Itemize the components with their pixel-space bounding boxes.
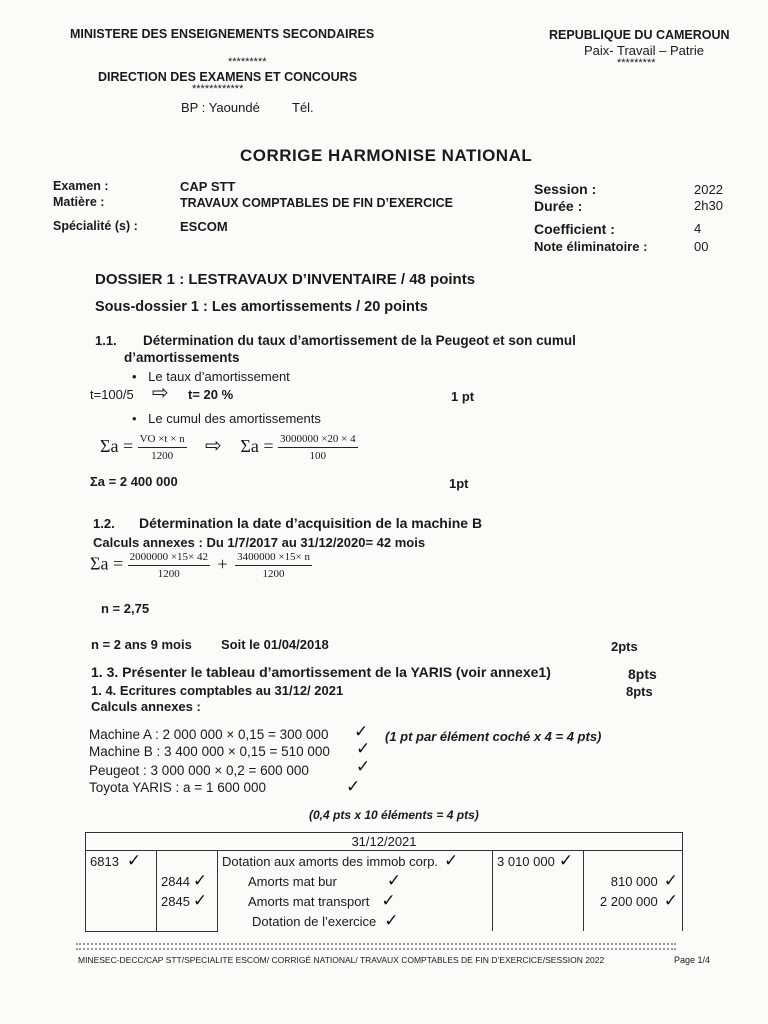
table-row — [86, 911, 683, 931]
sigma-a: Σa = — [240, 436, 274, 456]
q11-points-2: 1pt — [449, 476, 469, 491]
entry-label — [218, 851, 493, 872]
calc-annexes-label: Calculs annexes : — [91, 699, 201, 714]
debit-account-number: 6813 — [90, 854, 119, 869]
entry-label-text: Dotation de l’exercice — [252, 914, 377, 929]
q12-number: 1.2. — [93, 516, 115, 531]
checkmark-icon: ✓ — [663, 891, 678, 911]
bullet-taux-text: Le taux d’amortissement — [148, 369, 290, 384]
bp-address: BP : Yaoundé — [181, 100, 260, 115]
q14-points: 8pts — [626, 684, 653, 699]
checkmark-icon: ✓ — [356, 757, 371, 777]
page-number: Page 1/4 — [674, 955, 711, 965]
session-label: Session : — [534, 181, 597, 197]
n-value-1: n = 2,75 — [101, 601, 150, 616]
sigma-a: Σa = — [100, 436, 134, 456]
q13-text: 1. 3. Présenter le tableau d’amortissement de la YARIS (voir annexe1) — [91, 664, 551, 680]
q13-points: 8pts — [628, 666, 657, 682]
ministry-title: MINISTERE DES ENSEIGNEMENTS SECONDAIRES — [70, 27, 375, 41]
fraction-4-num: 3400000 ×15× n — [235, 551, 312, 566]
page-title: CORRIGE HARMONISE NATIONAL — [240, 146, 533, 165]
entry-label — [218, 911, 493, 931]
checkmark-icon: ✓ — [192, 871, 208, 891]
duree-value: 2h30 — [694, 198, 723, 213]
sigma-a: Σa = — [90, 553, 124, 574]
checkmark-icon: ✓ — [663, 871, 678, 891]
fraction-1-den: 1200 — [151, 450, 174, 463]
checkmark-icon: ✓ — [558, 851, 574, 871]
entry-label-text: Amorts mat transport — [248, 894, 370, 909]
q12-calc: Calculs annexes : Du 1/7/2017 au 31/12/2020= 42 mois — [93, 535, 426, 550]
duree-label: Durée : — [534, 198, 583, 214]
footer-text: MINESEC-DECC/CAP STT/SPECIALITE ESCOM/ CORRIGÉ NATIONAL/ TRAVAUX COMPTABLES DE FIN D’EXERCICE/SESSION 2022 — [78, 955, 605, 965]
q11-points-1: 1 pt — [451, 389, 475, 404]
credit-amount-text: 810 000 — [610, 874, 658, 889]
fraction-2-num: 3000000 ×20 × 4 — [278, 433, 358, 448]
examen-label: Examen : — [53, 179, 109, 193]
checkmark-icon: ✓ — [346, 777, 361, 797]
specialite-label: Spécialité (s) : — [53, 219, 138, 233]
session-value: 2022 — [694, 182, 723, 197]
note-table: (0,4 pts x 10 éléments = 4 pts) — [309, 808, 479, 822]
matiere-label: Matière : — [53, 195, 105, 209]
q14-text: 1. 4. Ecritures comptables au 31/12/ 2021 — [91, 683, 344, 698]
soit-date: Soit le 01/04/2018 — [221, 637, 329, 652]
debit-amount — [493, 891, 584, 911]
dossier-1-heading: DOSSIER 1 : LESTRAVAUX D’INVENTAIRE / 48 points — [95, 271, 476, 288]
machine-a-line: Machine A : 2 000 000 × 0,15 = 300 000 — [89, 727, 329, 742]
q11-title-line1: Détermination du taux d’amortissement de la Peugeot et son cumul — [143, 333, 576, 348]
q11-result: Σa = 2 400 000 — [90, 474, 178, 489]
debit-account — [86, 851, 157, 872]
entry-label — [218, 891, 493, 911]
credit-amount — [584, 851, 683, 872]
table-row — [86, 851, 683, 872]
checkmark-icon: ✓ — [381, 891, 396, 911]
debit-account — [86, 911, 157, 931]
tel-label: Tél. — [292, 100, 314, 115]
t-formula: t=100/5 — [90, 387, 134, 402]
sigma-formula-2 — [90, 551, 312, 580]
machine-b-line: Machine B : 3 400 000 × 0,15 = 510 000 — [89, 744, 330, 759]
footer-divider — [76, 948, 676, 950]
fraction-4-den: 1200 — [262, 568, 285, 580]
fraction-1 — [138, 433, 187, 462]
credit-amount — [584, 891, 683, 911]
stars-2: ************ — [192, 83, 244, 95]
credit-account — [157, 851, 218, 872]
debit-account — [86, 871, 157, 891]
credit-account — [157, 891, 218, 911]
fraction-3-num: 2000000 ×15× 42 — [128, 551, 210, 566]
credit-account — [157, 871, 218, 891]
sous-dossier-1-heading: Sous-dossier 1 : Les amortissements / 20 points — [95, 299, 428, 315]
entry-label-text: Dotation aux amorts des immob corp. — [222, 854, 439, 869]
sigma-formula-1 — [100, 433, 358, 462]
credit-account-number: 2845 — [161, 894, 190, 909]
debit-account — [86, 891, 157, 911]
fraction-4 — [235, 551, 312, 580]
peugeot-line: Peugeot : 3 000 000 × 0,2 = 600 000 — [89, 763, 309, 778]
t-result: t= 20 % — [188, 387, 234, 402]
bullet-cumul-text: Le cumul des amortissements — [148, 411, 321, 426]
stars-1: ********* — [228, 56, 267, 68]
fraction-3-den: 1200 — [157, 568, 180, 580]
n-value-2: n = 2 ans 9 mois — [91, 637, 192, 652]
direction-title: DIRECTION DES EXAMENS ET CONCOURS — [98, 70, 358, 84]
plus-sign: + — [217, 553, 228, 574]
fraction-1-num: VO ×t × n — [138, 433, 187, 448]
credit-amount — [584, 911, 683, 931]
credit-account — [157, 911, 218, 931]
stars-3: ********* — [617, 57, 656, 69]
note-elim-value: 00 — [694, 239, 709, 254]
entry-label-text: Amorts mat bur — [248, 874, 337, 889]
fraction-2 — [278, 433, 358, 462]
debit-amount — [493, 911, 584, 931]
q12-points: 2pts — [611, 639, 638, 654]
coefficient-label: Coefficient : — [534, 221, 615, 237]
debit-amount — [493, 851, 584, 872]
bullet-taux: • Le taux d’amortissement — [132, 369, 290, 384]
checkmark-icon: ✓ — [356, 739, 371, 759]
checkmark-icon: ✓ — [354, 722, 369, 742]
journal-entry-table — [85, 832, 683, 932]
fraction-2-den: 100 — [309, 450, 327, 463]
credit-account-number: 2844 — [161, 874, 190, 889]
note-elements: (1 pt par élément coché x 4 = 4 pts) — [385, 729, 602, 744]
table-row — [86, 871, 683, 891]
bullet-cumul: • Le cumul des amortissements — [132, 411, 321, 426]
checkmark-icon: ✓ — [444, 851, 459, 871]
checkmark-icon: ✓ — [384, 911, 399, 931]
motto: Paix- Travail – Patrie — [584, 43, 704, 58]
fraction-3 — [128, 551, 210, 580]
note-elim-label: Note éliminatoire : — [534, 239, 648, 254]
credit-amount — [584, 871, 683, 891]
coefficient-value: 4 — [694, 221, 702, 236]
checkmark-icon: ✓ — [386, 871, 402, 891]
footer-divider — [76, 943, 676, 945]
double-arrow-icon: ⇨ — [205, 433, 222, 457]
checkmark-icon: ✓ — [192, 891, 208, 911]
q12-title: Détermination la date d’acquisition de la machine B — [139, 515, 483, 531]
ledger-date: 31/12/2021 — [86, 833, 683, 851]
debit-amount-text: 3 010 000 — [497, 854, 555, 869]
yaris-line: Toyota YARIS : a = 1 600 000 — [89, 780, 266, 795]
double-arrow-icon: ⇨ — [152, 380, 169, 404]
checkmark-icon: ✓ — [126, 851, 142, 871]
entry-label — [218, 871, 493, 891]
debit-amount — [493, 871, 584, 891]
republic-title: REPUBLIQUE DU CAMEROUN — [549, 28, 730, 42]
specialite-value: ESCOM — [180, 219, 228, 234]
q11-title-line2: d’amortissements — [124, 350, 240, 365]
credit-amount-text: 2 200 000 — [599, 894, 658, 909]
matiere-value: TRAVAUX COMPTABLES DE FIN D’EXERCICE — [180, 196, 453, 210]
table-row — [86, 891, 683, 911]
examen-value: CAP STT — [180, 179, 236, 194]
q11-number: 1.1. — [95, 333, 117, 348]
